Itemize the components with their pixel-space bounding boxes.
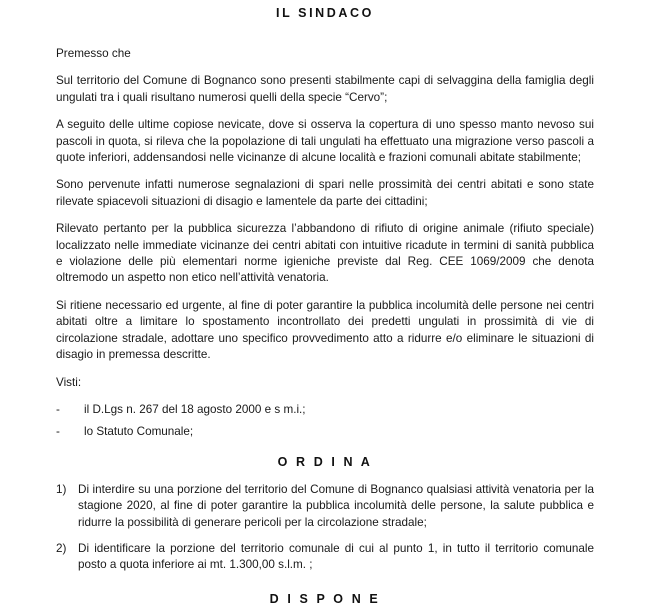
page-title-mayor: IL SINDACO xyxy=(276,6,374,20)
list-item-label: lo Statuto Comunale; xyxy=(84,425,194,439)
list-item-label: il D.Lgs n. 267 del 18 agosto 2000 e s m.i.; xyxy=(84,402,306,416)
order-number: 1) xyxy=(56,482,67,496)
dash-bullet: - xyxy=(56,425,60,439)
visti-list xyxy=(56,402,594,441)
list-item xyxy=(56,424,594,440)
list-item xyxy=(56,541,594,574)
list-item-label: Di identificare la porzione del territorio comunale di cui al punto 1, in tutto il territorio comunale posto a quota inferiore ai mt. 1.300,00 s.l.m. ; xyxy=(78,541,594,572)
list-item xyxy=(56,482,594,531)
premise-label: Premesso che xyxy=(56,47,131,60)
paragraph-snowfall-migration: A seguito delle ultime copiose nevicate, dove si osserva la copertura di uno spesso manto nevoso sui pascoli in quota, si rileva che la popolazione di tali ungulati ha effettuato una migrazione verso pascoli a quote inferiori, addensandosi nelle vicinanze di alcune località e frazioni comunali abitate stabilmente; xyxy=(56,118,594,165)
order-number: 2) xyxy=(56,541,67,555)
document-page xyxy=(0,6,650,612)
paragraph-ungulates-presence: Sul territorio del Comune di Bognanco sono presenti stabilmente capi di selvaggina della famiglia degli ungulati tra i quali risultano numerosi quelli della specie “Cervo”; xyxy=(56,74,594,104)
list-item xyxy=(56,402,594,418)
order-list xyxy=(56,482,594,574)
list-item-label: Di interdire su una porzione del territorio del Comune di Bognanco qualsiasi attività venatoria per la stagione 2020, al fine di poter garantire la pubblica incolumità delle persone, la salute pubblica e ridurre la possibilità di generare pericoli per la circolazione stradale; xyxy=(78,482,594,529)
section-title-ordina: O R D I N A xyxy=(277,454,373,469)
section-title-dispone: D I S P O N E xyxy=(269,591,381,606)
paragraph-gunshot-reports: Sono pervenute infatti numerose segnalazioni di spari nelle prossimità dei centri abitati e sono state rilevate spiacevoli situazioni di disagio e lamentele da parte dei cittadini; xyxy=(56,178,594,208)
paragraph-necessity-urgency: Si ritiene necessario ed urgente, al fine di poter garantire la pubblica incolumità delle persone nei centri abitati oltre a limitare lo spostamento incontrollato dei predetti ungulati in prossimità di vie di circolazione stradale, adottare uno specifico provvedimento atto a ridurre e/o eliminare le situazioni di disagio in premessa descritte. xyxy=(56,298,594,362)
visti-label: Visti: xyxy=(56,375,82,389)
dash-bullet: - xyxy=(56,402,60,416)
paragraph-public-safety-waste: Rilevato pertanto per la pubblica sicurezza l’abbandono di rifiuto di origine animale (rifiuto speciale) localizzato nelle immediate vicinanze dei centri abitati con intuitive ricadute in termini di sanità pubblica e violazione delle più elementari norme igieniche previste dal Reg. CEE 1069/2009 che denota oltremodo un aspetto non etico nell’attività venatoria. xyxy=(56,222,594,285)
